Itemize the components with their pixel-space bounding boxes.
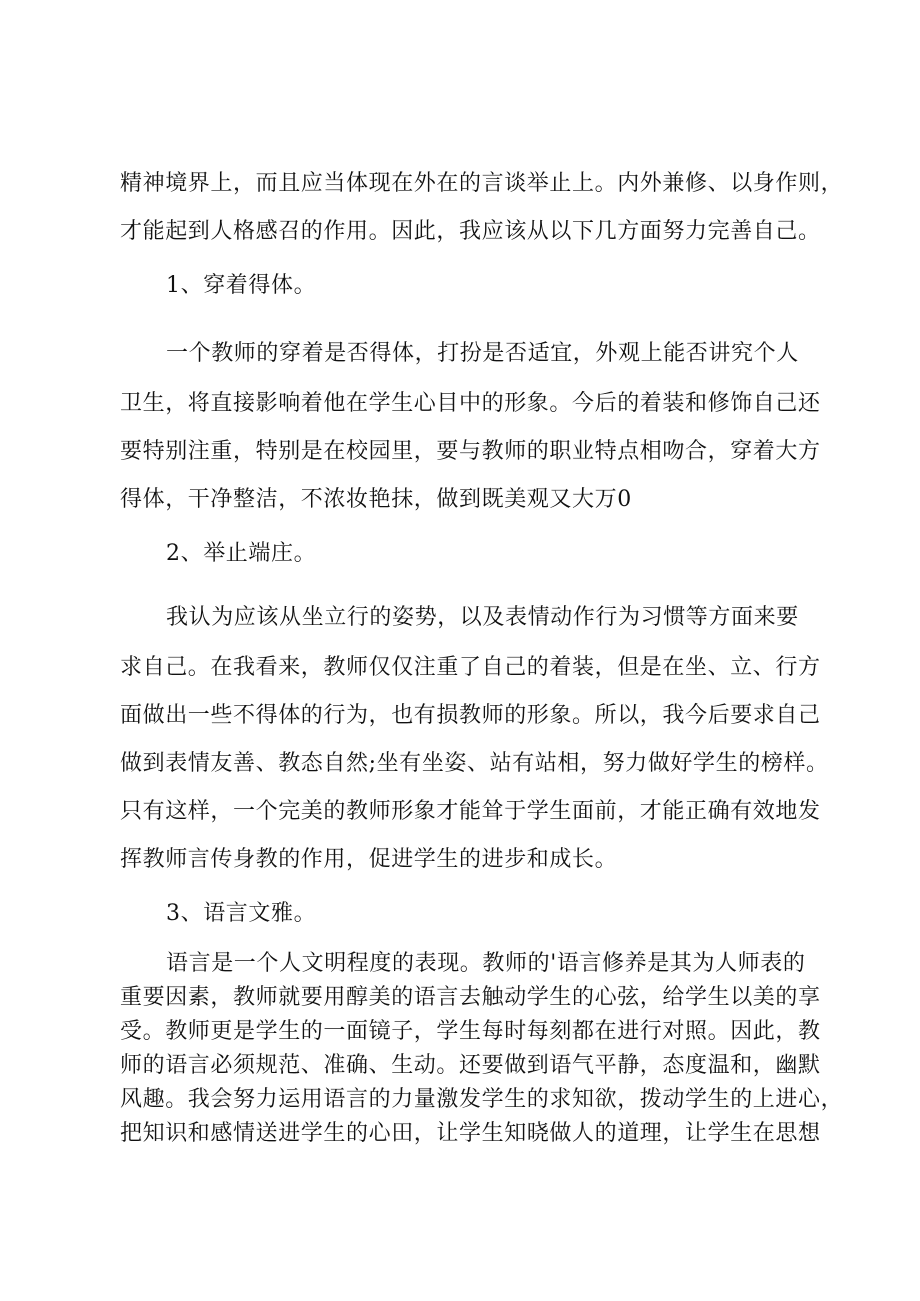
section-3-line-6: 把知识和感情送进学生的心田，让学生知晓做人的道理，让学生在思想 (120, 1121, 821, 1146)
section-1-line-1: 一个教师的穿着是否得体，打扮是否适宜，外观上能否讲究个人 (166, 341, 799, 366)
section-2-line-2: 求自己。在我看来，教师仅仅注重了自己的着装，但是在坐、立、行方 (120, 655, 821, 680)
section-2-line-5: 只有这样，一个完美的教师形象才能耸于学生面前，才能正确有效地发 (120, 799, 821, 824)
section-2-line-6: 挥教师言传身教的作用，促进学生的进步和成长。 (120, 847, 618, 872)
intro-line-2: 才能起到人格感召的作用。因此，我应该从以下几方面努力完善自己。 (120, 219, 821, 244)
section-1-line-3: 要特别注重，特别是在校园里，要与教师的职业特点相吻合，穿着大方 (120, 439, 821, 464)
section-3-line-5: 风趣。我会努力运用语言的力量激发学生的求知欲，拨动学生的上进心， (120, 1087, 844, 1112)
section-3-line-1: 语言是一个人文明程度的表现。教师的'语言修养是其为人师表的 (166, 951, 806, 976)
intro-line-1: 精神境界上，而且应当体现在外在的言谈举止上。内外兼修、以身作则， (120, 171, 844, 196)
section-1-heading: 1、穿着得体。 (166, 273, 317, 298)
section-3-heading: 3、语言文雅。 (166, 901, 317, 926)
section-2-line-3: 面做出一些不得体的行为，也有损教师的形象。所以，我今后要求自己 (120, 703, 821, 728)
section-3-line-4: 师的语言必须规范、准确、生动。还要做到语气平静，态度温和，幽默 (120, 1053, 821, 1078)
section-1-line-2: 卫生，将直接影响着他在学生心目中的形象。今后的着装和修饰自己还 (120, 391, 821, 416)
section-3-line-2: 重要因素，教师就要用醇美的语言去触动学生的心弦，给学生以美的享 (120, 985, 821, 1010)
section-1-line-4: 得体，干净整洁，不浓妆艳抹，做到既美观又大万0 (120, 487, 632, 512)
section-2-heading: 2、举止端庄。 (166, 541, 317, 566)
section-2-line-4: 做到表情友善、教态自然;坐有坐姿、站有站相，努力做好学生的榜样。 (120, 751, 829, 776)
section-3-line-3: 受。教师更是学生的一面镜子，学生每时每刻都在进行对照。因此，教 (120, 1019, 821, 1044)
section-2-line-1: 我认为应该从坐立行的姿势，以及表情动作行为习惯等方面来要 (166, 605, 799, 630)
